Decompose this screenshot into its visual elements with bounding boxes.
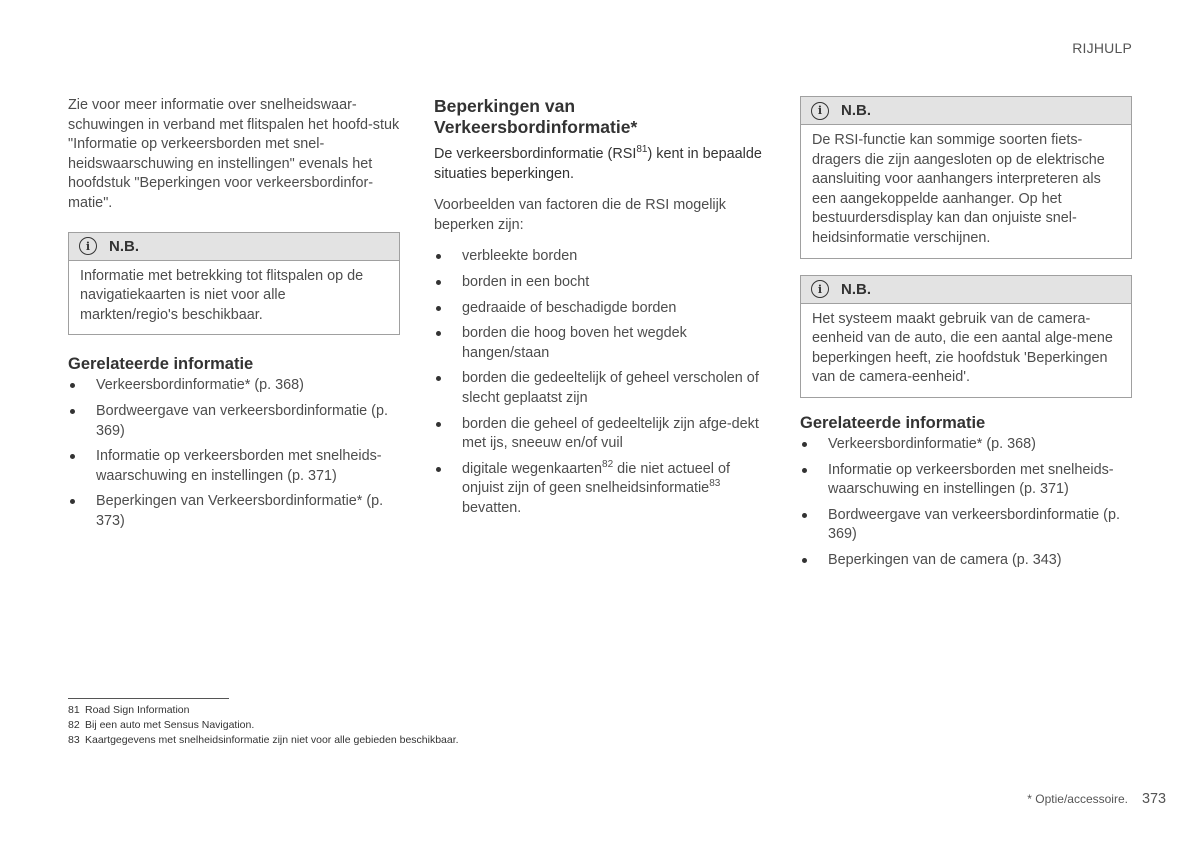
note-text: Het systeem maakt gebruik van de camera-eenheid van de auto, die een aantal alge-mene beperkingen heeft, zie hoofdstuk 'Beperkingen van de camera-eenheid'. [812, 310, 1113, 386]
related-link[interactable]: Beperkingen van Verkeersbordinformatie* (p. 373) [68, 492, 400, 531]
list-item: borden die gedeeltelijk of geheel verscholen of slecht geplaatst zijn [434, 369, 768, 408]
list-item: borden in een bocht [434, 273, 768, 293]
footnote-number: 81 [68, 704, 80, 716]
related-link[interactable]: Bordweergave van verkeersbordinformatie (p. 369) [68, 402, 400, 441]
related-heading: Gerelateerde informatie [800, 413, 986, 432]
footnote-text: Bij een auto met Sensus Navigation. [85, 719, 255, 731]
footnote-ref[interactable]: 81 [636, 144, 648, 156]
footnote-text: Road Sign Information [85, 704, 190, 716]
note-box [800, 96, 1132, 259]
note-header [801, 276, 1131, 304]
footnote-number: 82 [68, 719, 80, 731]
info-icon: i [811, 280, 829, 298]
footnote [68, 718, 768, 733]
related-link[interactable]: Informatie op verkeersborden met snelheids-waarschuwing en instellingen (p. 371) [800, 461, 1132, 500]
note-box [800, 275, 1132, 398]
footnote [68, 703, 768, 718]
info-icon: i [79, 237, 97, 255]
page-footer [1027, 791, 1166, 807]
examples-intro: Voorbeelden van factoren die de RSI mogelijk beperken zijn: [434, 197, 726, 233]
related-link[interactable]: Verkeersbordinformatie* (p. 368) [800, 435, 1132, 455]
list-item-text-2: die niet actueel of onjuist zijn of geen snelheidsinformatie [462, 460, 730, 497]
page-number: 373 [1141, 791, 1166, 807]
related-link[interactable]: Beperkingen van de camera (p. 343) [800, 551, 1132, 571]
list-item [434, 460, 768, 519]
list-item: borden die hoog boven het wegdek hangen/staan [434, 324, 768, 363]
column-middle [434, 96, 768, 525]
section-header: RIJHULP [1072, 40, 1132, 56]
footnote-ref[interactable]: 82 [602, 458, 614, 470]
list-item: borden die geheel of gedeeltelijk zijn afge-dekt met ijs, sneeuw en/of vuil [434, 415, 768, 454]
note-title: N.B. [841, 102, 871, 119]
section-heading-line2: Verkeersbordinformatie* [434, 117, 638, 137]
note-title: N.B. [109, 237, 139, 255]
related-list [800, 435, 1132, 571]
section-heading [434, 96, 768, 138]
note-text: De RSI-functie kan sommige soorten fiets-dragers die zijn aangesloten op de elektrische aansluiting voor aanhangers interpreteren als een aangekoppelde aanhanger. Op het bestuurdersdisplay kan dan onjuiste snel-heidsinformatie verschijnen. [812, 132, 1105, 246]
limitations-list [434, 247, 768, 518]
list-item-text-3: bevatten. [462, 499, 522, 516]
related-link[interactable]: Informatie op verkeersborden met snelheids-waarschuwing en instellingen (p. 371) [68, 447, 400, 486]
accessory-note: * Optie/accessoire. [1027, 792, 1128, 806]
list-item-text-1: digitale wegenkaarten [462, 460, 603, 477]
note-header [801, 97, 1131, 125]
footnote-text: Kaartgegevens met snelheidsinformatie zijn niet voor alle gebieden beschikbaar. [85, 734, 459, 746]
info-icon: i [811, 102, 829, 120]
intro-paragraph: Zie voor meer informatie over snelheidswaar-schuwingen in verband met flitspalen het hoofd-stuk "Informatie op verkeersborden met snel-heidswaarschuwing en instellingen" evenals het hoofdstuk "Beperkingen voor verkeersbordinfor-matie". [68, 97, 400, 211]
related-heading: Gerelateerde informatie [68, 355, 254, 374]
footnote [68, 733, 768, 748]
related-list [68, 376, 400, 531]
footnote-divider [68, 698, 229, 699]
section-intro [434, 145, 768, 184]
section-heading-line1: Beperkingen van [434, 96, 576, 116]
intro-text-2: ) kent in bepaalde situaties beperkingen. [434, 146, 762, 182]
related-link[interactable]: Bordweergave van verkeersbordinformatie (p. 369) [800, 506, 1132, 545]
note-header [69, 233, 399, 261]
intro-text-1: De verkeersbordinformatie (RSI [434, 146, 637, 162]
related-link[interactable]: Verkeersbordinformatie* (p. 368) [68, 376, 400, 396]
footnote-ref[interactable]: 83 [709, 478, 721, 490]
note-box [68, 232, 400, 336]
footnote-number: 83 [68, 734, 80, 746]
column-left [68, 96, 400, 538]
column-right [800, 96, 1132, 577]
note-title: N.B. [841, 280, 871, 298]
note-text: Informatie met betrekking tot flitspalen op de navigatiekaarten is niet voor alle markten/regio's beschikbaar. [80, 267, 364, 323]
list-item: verbleekte borden [434, 247, 768, 267]
footnotes [68, 703, 768, 748]
list-item: gedraaide of beschadigde borden [434, 299, 768, 319]
